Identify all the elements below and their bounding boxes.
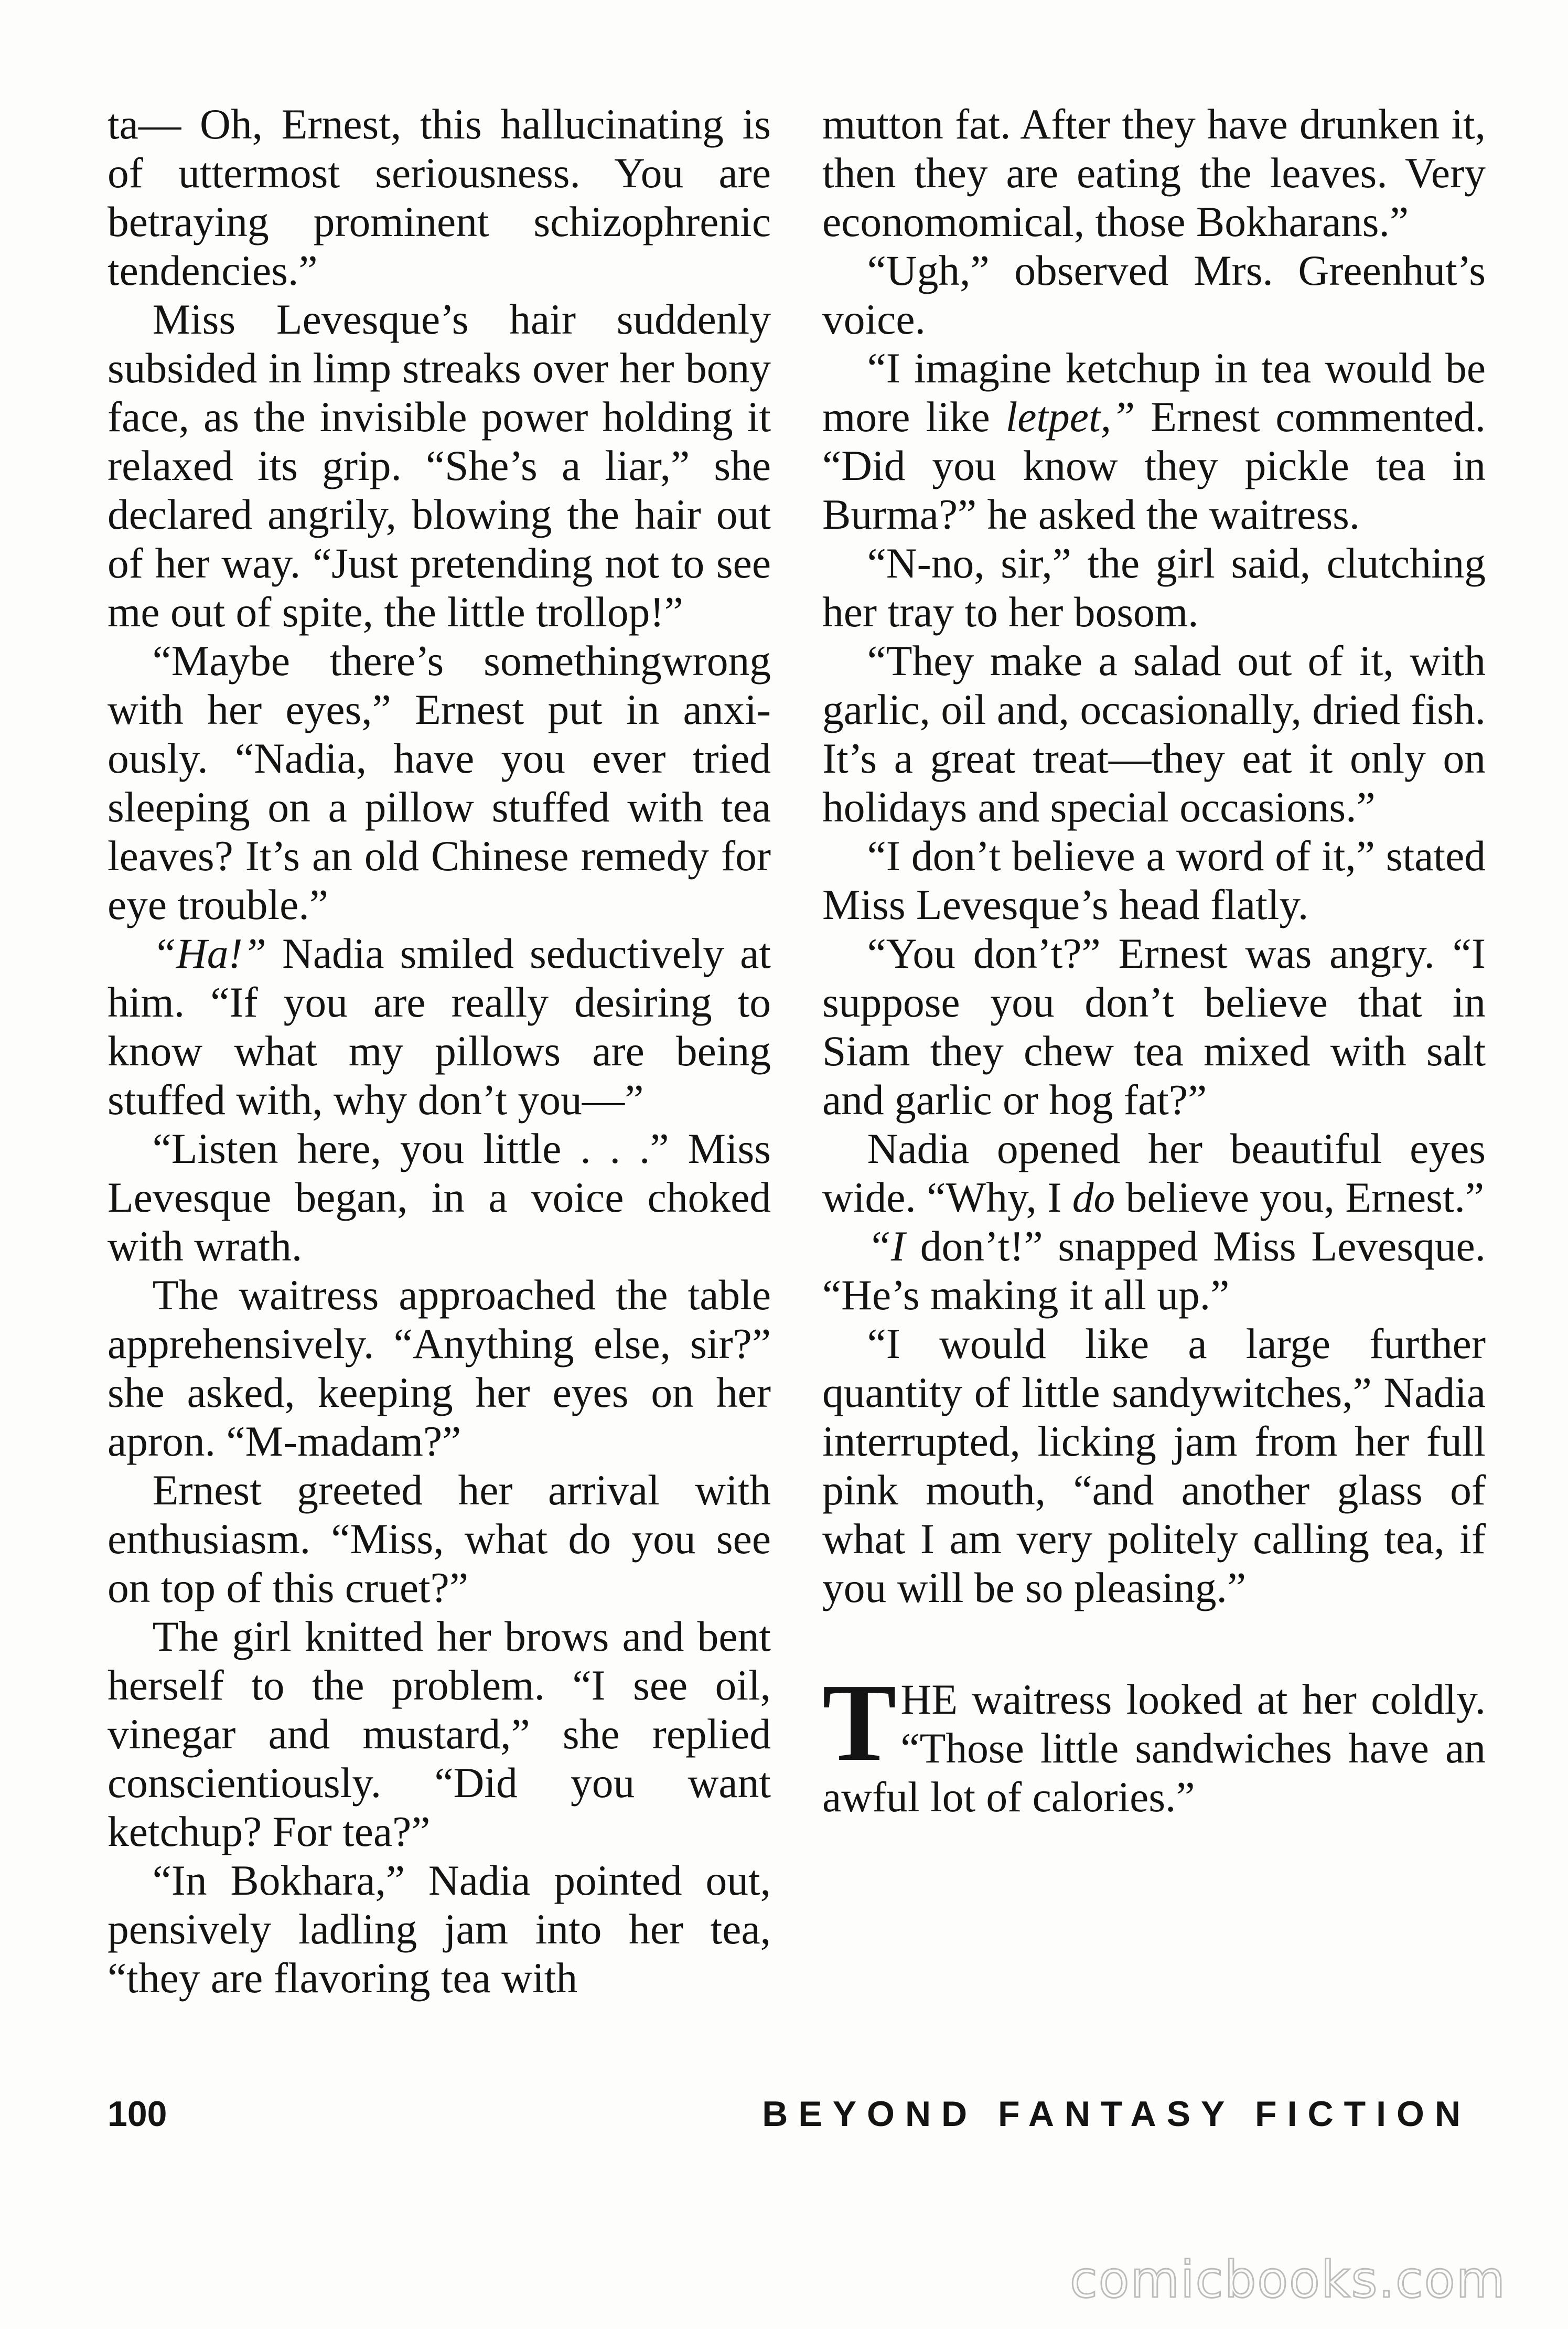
watermark: comicbooks.com [1069,2250,1506,2309]
text-run: “Listen here, you little . . .” Miss Levesque began, in a voice choked with wrath. [108,1125,771,1270]
paragraph [108,929,771,1124]
paragraph [822,1222,1486,1319]
text-run: The girl knitted her brows and bent herself to the problem. “I see oil, vinegar and mustard,” she replied conscientiously. “Did you want ketchup? For tea?” [108,1612,771,1855]
page-number: 100 [108,2094,167,2134]
paragraph [822,1319,1486,1612]
paragraph [822,831,1486,929]
italic-text: “I [867,1222,906,1270]
drop-cap-paragraph [822,1661,1486,1821]
italic-text: do [1072,1173,1115,1221]
paragraph [108,1466,771,1612]
text-run: “You don’t?” Ernest was angry. “I suppose you don’t believe that in Siam they chew tea mixed with salt and garlic or hog fat?” [822,930,1486,1124]
paragraph [822,929,1486,1124]
text-run: “I don’t believe a word of it,” stated Miss Levesque’s head flatly. [822,832,1486,928]
text-run: HE waitress looked at her coldly. “Those little sandwiches have an awful lot of calories.” [822,1675,1486,1821]
text-run: “N-no, sir,” the girl said, clutching her tray to her bosom. [822,539,1486,636]
left-column [108,100,771,2002]
paragraph [822,246,1486,344]
right-column [822,100,1486,1821]
text-run: Ernest commented. “Did you know they pickle tea in Burma?” he asked the waitress. [822,393,1486,538]
text-run: “They make a salad out of it, with garlic, oil and, occasionally, dried fish. It’s a great treat—they eat it only on holidays and special occasions.” [822,637,1486,831]
italic-text: letpet,” [1005,393,1135,441]
text-run: Nadia opened her beautiful eyes wide. “Why, I [822,1125,1486,1221]
text-run: Nadia smiled seductively at him. “If you are really desiring to know what my pillows are being stuffed with, why don’t you—” [108,930,771,1124]
paragraph [822,344,1486,539]
drop-cap: T [822,1661,896,1784]
text-run: ta— Oh, Ernest, this hallucinating is of uttermost seriousness. You are betraying prominent schizophrenic tendencies.” [108,100,771,294]
text-run: “I imagine ketchup in tea would be more like [822,344,1486,441]
paragraph [108,295,771,636]
paragraph [108,100,771,295]
paragraph [822,636,1486,831]
text-run: don’t!” snapped Miss Levesque. “He’s making it all up.” [822,1222,1486,1319]
paragraph [108,1270,771,1466]
paragraph [822,1124,1486,1222]
running-title: BEYOND FANTASY FICTION [762,2094,1471,2134]
text-run: “In Bokhara,” Nadia pointed out, pensively ladling jam into her tea, “they are flavoring tea with [108,1856,771,2002]
text-run: The waitress approached the table apprehensively. “Anything else, sir?” she asked, keeping her eyes on her apron. “M-madam?” [108,1271,771,1465]
text-run: “I would like a large further quantity of little sandywitches,” Nadia interrupted, licking jam from her full pink mouth, “and another glass of what I am very politely calling tea, if you will be so pleasing.” [822,1320,1486,1611]
paragraph [822,100,1486,246]
paragraph [108,1124,771,1270]
text-run: Ernest greeted her arrival with enthusiasm. “Miss, what do you see on top of this cruet?” [108,1466,771,1611]
paragraph [108,1856,771,2002]
text-run: mutton fat. After they have drunken it, then they are eating the leaves. Very economomical, those Bokharans.” [822,100,1486,245]
text-run: “Maybe there’s somethingwrong with her eyes,” Ernest put in anxiously. “Nadia, have you ever tried sleeping on a pillow stuffed with tea leaves? It’s an old Chinese remedy for eye trouble.” [108,637,771,928]
text-run: “Ugh,” observed Mrs. Greenhut’s voice. [822,247,1486,343]
text-run: Miss Levesque’s hair suddenly subsided in limp streaks over her bony face, as the invisible power holding it relaxed its grip. “She’s a liar,” she declared angrily, blowing the hair out of her way. “Just pretending not to see me out of spite, the little trollop!” [108,295,771,636]
paragraph [108,636,771,929]
italic-text: “Ha!” [152,930,266,977]
paragraph [108,1612,771,1856]
paragraph [822,539,1486,636]
page-footer [108,2085,1471,2143]
text-run: believe you, Ernest.” [1115,1173,1485,1221]
